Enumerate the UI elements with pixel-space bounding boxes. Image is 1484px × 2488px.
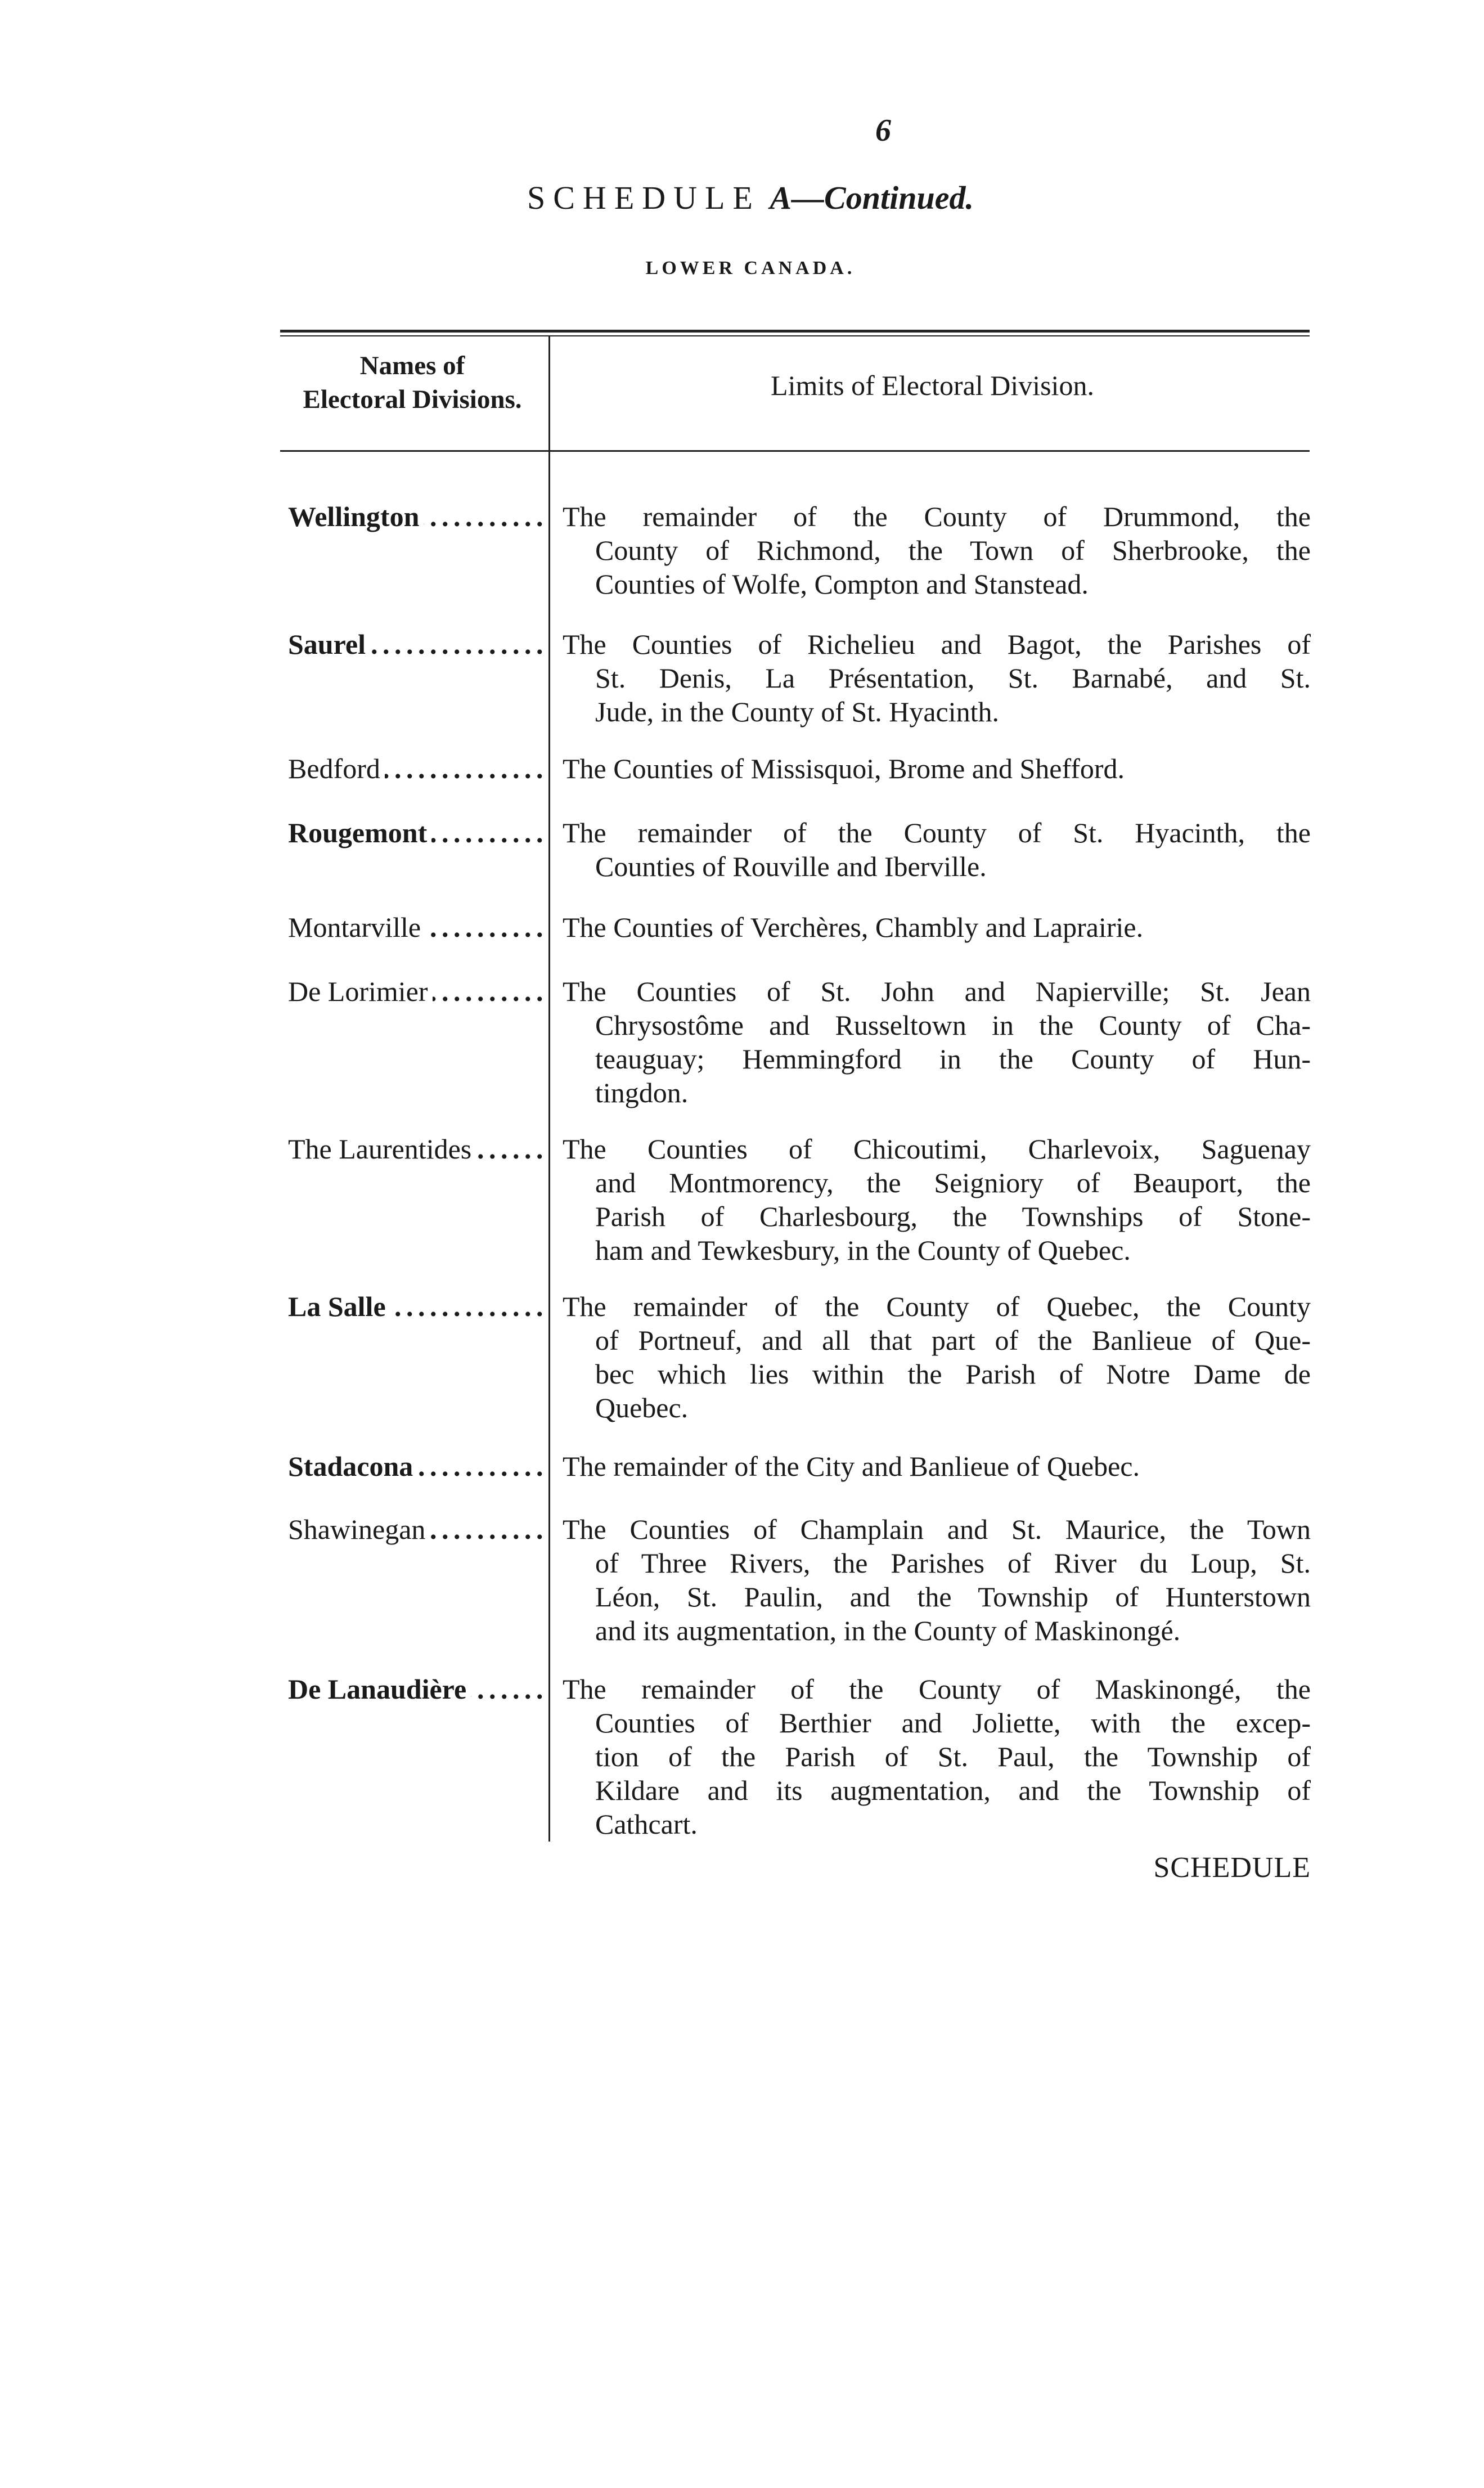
title-continued: A—Continued. [770,179,974,216]
page-number: 6 [875,113,891,148]
schedule-title [0,179,1484,217]
division-name: De Lanaudière . . . [288,1672,544,1706]
division-name: De Lorimier . . . [288,974,544,1008]
division-limits: The Counties of Chicoutimi, Charlevoix, Saguenay and Montmorency, the Seigniory of Beauport, the Parish of Charlesbourg, the Townships of Stone- ham and Tewkesbury, in the County of Quebec. [563,1133,1311,1266]
division-limits: The Counties of Missisquoi, Brome and Shefford. [563,753,1125,784]
division-name: Shawinegan . . . [288,1512,544,1546]
top-rule-thin [280,335,1310,336]
division-limits: The Counties of St. John and Napierville; St. Jean Chrysostôme and Russeltown in the County of Cha- teauguay; Hemmingford in the County of Hun- tingdon. [563,976,1311,1108]
division-limits: The Counties of Richelieu and Bagot, the Parishes of St. Denis, La Présentation, St. Barnabé, and St. Jude, in the County of St. Hyacinth. [563,628,1311,727]
division-name: The Laurentides . . . [288,1132,544,1166]
division-limits: The Counties of Verchères, Chambly and Laprairie. [563,911,1144,943]
division-name: Wellington . . . [288,500,544,533]
header-rule [280,450,1310,452]
division-limits: The remainder of the County of Maskinongé, the Counties of Berthier and Joliette, with the excep- tion of the Parish of St. Paul, the Township of Kildare and its augmentation, and the Township of Cathcart. [563,1673,1311,1840]
division-name: Saurel . . . [288,627,544,661]
division-name: Stadacona . . . [288,1449,544,1483]
catchword: SCHEDULE [1153,1852,1311,1884]
division-name: Bedford . . . [288,752,544,785]
division-limits: The Counties of Champlain and St. Maurice, the Town of Three Rivers, the Parishes of River du Loup, St. Léon, St. Paulin, and the Township of Hunterstown and its augmentation, in the County of Maskinongé. [563,1514,1311,1646]
division-name: Rougemont . . . [288,816,544,850]
column-header-names-line1: Names of [359,351,465,380]
division-limits: The remainder of the County of Drummond, the County of Richmond, the Town of Sherbrooke, the Counties of Wolfe, Compton and Stanstead. [563,501,1311,600]
column-header-names [280,349,545,416]
division-limits: The remainder of the County of St. Hyacinth, the Counties of Rouville and Iberville. [563,817,1311,882]
division-limits: The remainder of the City and Banlieue of Quebec. [563,1450,1140,1482]
column-divider [548,336,550,1842]
section-subtitle: LOWER CANADA. [645,258,856,279]
title-main: SCHEDULE [527,179,761,216]
division-name: La Salle . . . [288,1290,544,1323]
column-header-names-line2: Electoral Divisions. [303,385,522,414]
division-name: Montarville . . . [288,910,544,944]
top-rule-thick [280,330,1310,333]
division-limits: The remainder of the County of Quebec, the County of Portneuf, and all that part of the Banlieue of Que- bec which lies within the Parish of Notre Dame de Quebec. [563,1291,1311,1423]
column-header-limits: Limits of Electoral Division. [771,370,1094,401]
